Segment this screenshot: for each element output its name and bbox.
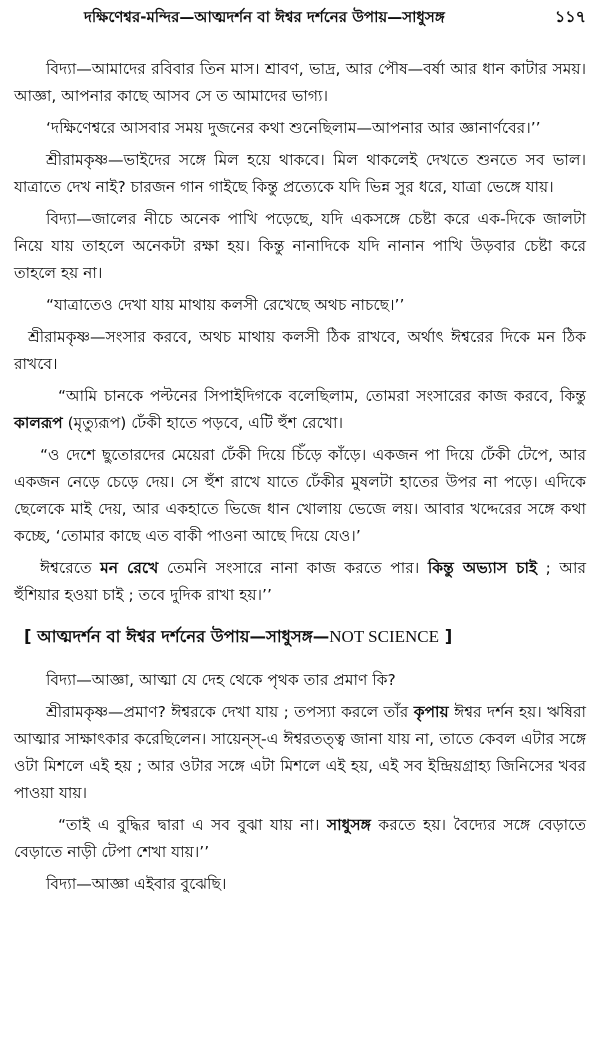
paragraph-9-bold-b: কিন্তু অভ্যাস চাই [427, 559, 538, 577]
paragraph-11 [14, 699, 586, 807]
section-heading-latin: NOT SCIENCE [329, 627, 439, 646]
page-body [14, 56, 586, 898]
running-header [84, 6, 586, 28]
paragraph-9-text-a: ঈশ্বরেতে [40, 559, 101, 577]
paragraph-9-text-b: তেমনি সংসারে নানা কাজ করতে পার। [158, 559, 428, 577]
section-heading-bengali: আত্মদর্শন বা ঈশ্বর দর্শনের উপায়—সাধুসঙ্গ— [37, 627, 330, 646]
paragraph-11-bold: কৃপায় [413, 703, 449, 721]
paragraph-12-text-b: করতে হয়। বৈদ্যের সঙ্গে বেড়াতে বেড়াতে নাড়ী টেপা শেখা যায়।’’ [14, 816, 586, 861]
paragraph-11-text-b: ঈশ্বর দর্শন হয়। ঋষিরা আত্মার সাক্ষাৎকার করেছিলেন। সায়েন্স্-এ ঈশ্বরতত্ত্ব জানা যায় না, তাতে কেবল এটার সঙ্গে ওটা মিশলে এই হয় ; আর ওটার সঙ্গে এটা মিশলে এই হয়, এই সব ইন্দ্রিয়গ্রাহ্য জিনিসের খবর পাওয়া যায়। [14, 703, 586, 802]
paragraph-1: বিদ্যা—আমাদের রবিবার তিন মাস। শ্রাবণ, ভাদ্র, আর পৌষ—বর্ষা আর ধান কাটার সময়। আজ্ঞা, আপনার কাছে আসব সে ত আমাদের ভাগ্য। [14, 60, 586, 105]
paragraph-7-text-b: (মৃত্যুরূপ) ঢেঁকী হাতে পড়বে, এটি হুঁশ রেখো। [62, 414, 344, 432]
paragraph-12-text-a: “তাই এ বুদ্ধির দ্বারা এ সব বুঝা যায় না। [58, 816, 327, 834]
paragraph-12-bold: সাধুসঙ্গ [326, 816, 371, 834]
paragraph-9-bold-a: মন রেখে [100, 559, 159, 577]
paragraph-9 [14, 555, 586, 609]
paragraph-4: বিদ্যা—জালের নীচে অনেক পাখি পড়েছে, যদি একসঙ্গে চেষ্টা করে এক-দিকে জালটা নিয়ে যায় তাহলে অনেকটা রক্ষা হয়। কিন্তু নানাদিকে যদি নানান পাখি উড়বার চেষ্টা করে তাহলে হয় না। [14, 210, 586, 282]
section-heading-open-bracket: [ [24, 627, 38, 646]
paragraph-5: “যাত্রাতেও দেখা যায় মাথায় কলসী রেখেছে অথচ নাচছে।’’ [46, 296, 405, 314]
paragraph-9-text-c: ; আর হুঁশিয়ার হওয়া চাই ; তবে দুদিক রাখা হয়।’’ [14, 559, 586, 604]
paragraph-13: বিদ্যা—আজ্ঞা এইবার বুঝেছি। [46, 875, 227, 893]
paragraph-6: শ্রীরামকৃষ্ণ—সংসার করবে, অথচ মাথায় কলসী ঠিক রাখবে, অর্থাৎ ঈশ্বরের দিকে মন ঠিক রাখবে। [14, 328, 586, 373]
paragraph-8: “ও দেশে ছুতোরদের মেয়েরা ঢেঁকী দিয়ে চিঁড়ে কাঁড়ে। একজন পা দিয়ে ঢেঁকী টেপে, আর একজন নেড়ে চেড়ে দেয়। সে হুঁশ রাখে যাতে ঢেঁকীর মুষলটা হাতের উপর না পড়ে। এদিকে ছেলেকে মাই দেয়, আর একহাতে ভিজে ধান খোলায় ভেজে লয়। আবার খদ্দেরের সঙ্গে কথা কচ্ছে, ‘তোমার কাছে এত বাকী পাওনা আছে দিয়ে যেও।’ [14, 446, 586, 545]
paragraph-7-text-a: “আমি চানকে পল্টনের সিপাইদিগকে বলেছিলাম, তোমরা সংসারের কাজ করবে, কিন্তু [58, 387, 586, 405]
paragraph-10: বিদ্যা—আজ্ঞা, আত্মা যে দেহ থেকে পৃথক তার প্রমাণ কি? [46, 671, 396, 689]
section-heading-close-bracket: ] [439, 627, 453, 646]
paragraph-12 [14, 812, 586, 866]
running-title: দক্ষিণেশ্বর-মন্দির—আত্মদর্শন বা ঈশ্বর দর্শনের উপায়—সাধুসঙ্গ [84, 8, 445, 26]
paragraph-7-bold: কালরূপ [14, 414, 63, 432]
paragraph-11-text-a: শ্রীরামকৃষ্ণ—প্রমাণ? ঈশ্বরকে দেখা যায় ; তপস্যা করলে তাঁর [46, 703, 414, 721]
page-number: ১১৭ [554, 7, 586, 26]
paragraph-3: শ্রীরামকৃষ্ণ—ভাইদের সঙ্গে মিল হয়ে থাকবে। মিল থাকলেই দেখতে শুনতে সব ভাল। যাত্রাতে দেখ নাই? চারজন গান গাইছে কিন্তু প্রত্যেকে যদি ভিন্ন সুর ধরে, যাত্রা ভেঙ্গে যায়। [14, 151, 586, 196]
paragraph-2: ‘দক্ষিণেশ্বরে আসবার সময় দুজনের কথা শুনেছিলাম—আপনার আর জ্ঞানার্ণবের।’’ [46, 119, 541, 137]
section-heading [24, 623, 586, 651]
paragraph-7 [14, 383, 586, 437]
